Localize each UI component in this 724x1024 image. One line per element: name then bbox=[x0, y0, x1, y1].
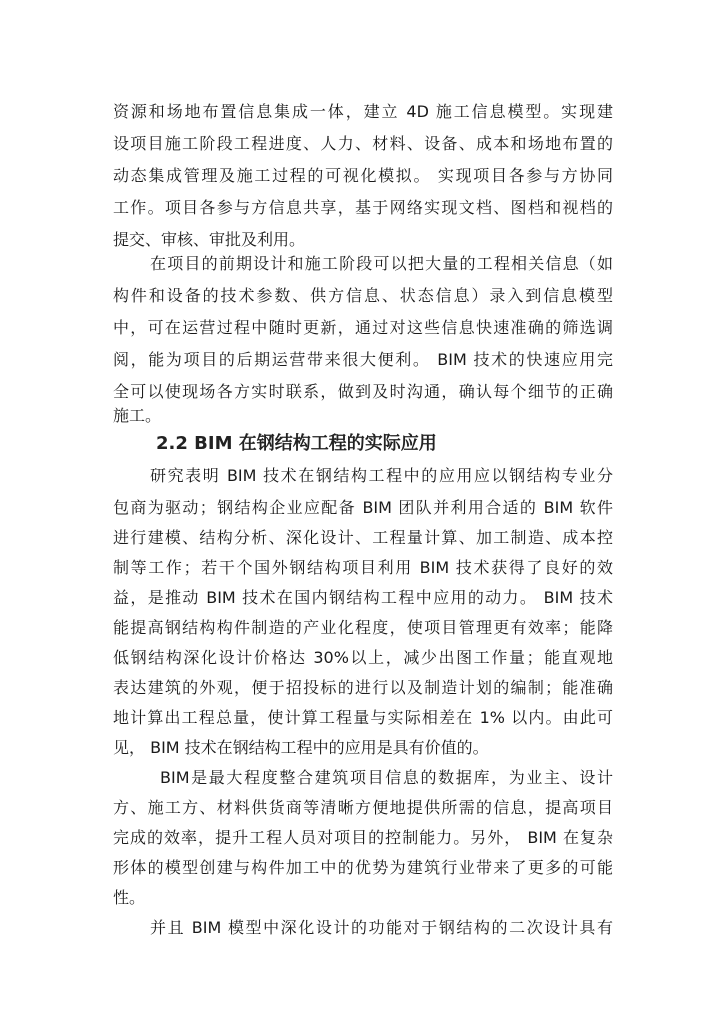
paragraph-line: 见， BIM 技术在钢结构工程中的应用是具有价值的。 bbox=[113, 738, 489, 757]
paragraph-line: 制等工作；若干个国外钢结构项目利用 BIM 技术获得了良好的效 bbox=[113, 558, 613, 577]
paragraph-line: 中，可在运营过程中随时更新，通过对这些信息快速准确的筛选调 bbox=[113, 318, 613, 337]
paragraph-line: 并且 BIM 模型中深化设计的功能对于钢结构的二次设计具有 bbox=[150, 918, 613, 937]
paragraph-line: BIM是最大程度整合建筑项目信息的数据库，为业主、设计 bbox=[160, 768, 613, 787]
paragraph-line: 研究表明 BIM 技术在钢结构工程中的应用应以钢结构专业分 bbox=[150, 466, 613, 485]
section-heading: 2.2 BIM 在钢结构工程的实际应用 bbox=[156, 433, 437, 454]
paragraph-line: 方、施工方、材料供货商等清晰方便地提供所需的信息，提高项目 bbox=[113, 798, 613, 817]
paragraph-line: 地计算出工程总量，使计算工程量与实际相差在 1% 以内。由此可 bbox=[113, 708, 613, 727]
paragraph-line: 阅，能为项目的后期运营带来很大便利。 BIM 技术的快速应用完 bbox=[113, 350, 613, 369]
paragraph-line: 益，是推动 BIM 技术在国内钢结构工程中应用的动力。 BIM 技术 bbox=[113, 588, 613, 607]
paragraph-line: 设项目施工阶段工程进度、人力、材料、设备、成本和场地布置的 bbox=[113, 134, 613, 153]
paragraph-line: 工作。项目各参与方信息共享，基于网络实现文档、图档和视档的 bbox=[113, 198, 613, 217]
paragraph-line: 资源和场地布置信息集成一体，建立 4D 施工信息模型。实现建 bbox=[113, 102, 613, 121]
paragraph-line: 全可以使现场各方实时联系，做到及时沟通，确认每个细节的正确 bbox=[113, 382, 613, 401]
paragraph-line: 形体的模型创建与构件加工中的优势为建筑行业带来了更多的可能 bbox=[113, 858, 613, 877]
paragraph-line: 表达建筑的外观，便于招投标的进行以及制造计划的编制；能准确 bbox=[113, 678, 613, 697]
paragraph-line: 提交、审核、审批及利用。 bbox=[113, 230, 306, 249]
paragraph-line: 进行建模、结构分析、深化设计、工程量计算、加工制造、成本控 bbox=[113, 528, 613, 547]
paragraph-line: 动态集成管理及施工过程的可视化模拟。 实现项目各参与方协同 bbox=[113, 166, 613, 185]
paragraph-line: 在项目的前期设计和施工阶段可以把大量的工程相关信息（如 bbox=[150, 254, 613, 273]
paragraph-line: 完成的效率，提升工程人员对项目的控制能力。另外， BIM 在复杂 bbox=[113, 828, 613, 847]
paragraph-line: 低钢结构深化设计价格达 30%以上，减少出图工作量；能直观地 bbox=[113, 648, 613, 667]
paragraph-line: 构件和设备的技术参数、供方信息、状态信息）录入到信息模型 bbox=[113, 286, 613, 305]
paragraph-line: 施工。 bbox=[113, 406, 162, 425]
paragraph-line: 性。 bbox=[113, 888, 146, 907]
paragraph-line: 能提高钢结构构件制造的产业化程度，使项目管理更有效率；能降 bbox=[113, 618, 613, 637]
paragraph-line: 包商为驱动；钢结构企业应配备 BIM 团队并利用合适的 BIM 软件 bbox=[113, 498, 613, 517]
